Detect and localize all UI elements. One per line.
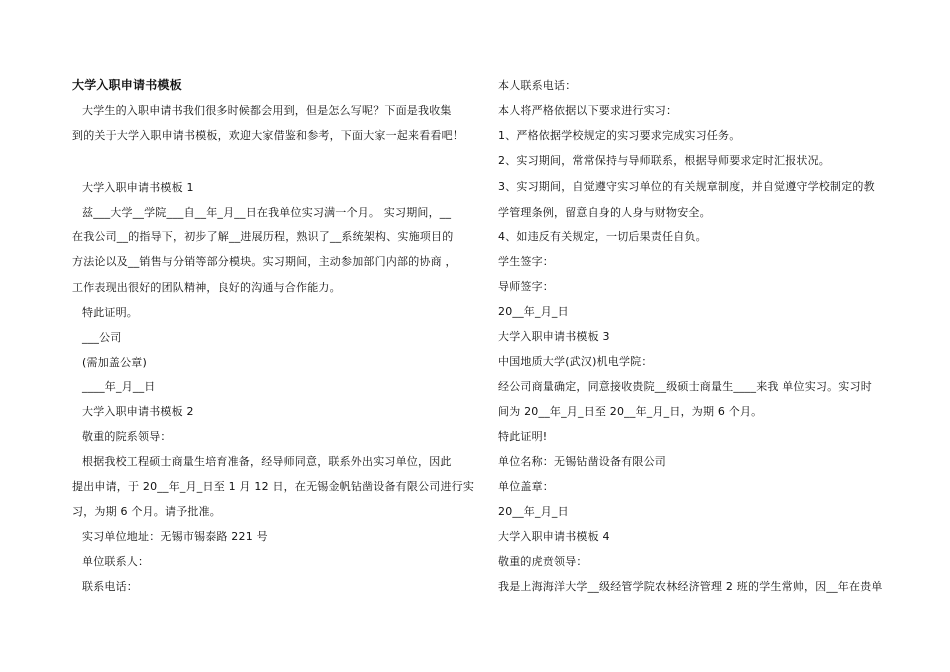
- right-column-line: 特此证明!: [498, 430, 548, 443]
- left-column-line: ___公司: [82, 331, 122, 344]
- left-column-line: 提出申请，于 20__年_月_日至 1 月 12 日，在无锡金帆钻凿设备有限公司进行实: [72, 480, 475, 493]
- right-column-line: 导师签字：: [498, 280, 554, 293]
- right-column-line: 1、严格依据学校规定的实习要求完成实习任务。: [498, 129, 741, 142]
- left-column-line: 兹___大学__学院___自__年_月__日在我单位实习满一个月。 实习期间，__: [82, 206, 452, 219]
- left-column-line: 特此证明。: [82, 306, 138, 319]
- left-column-line: 敬重的院系领导：: [82, 430, 172, 443]
- right-column-line: 中国地质大学(武汉)机电学院：: [498, 355, 653, 368]
- right-column-line: 本人将严格依据以下要求进行实习：: [498, 104, 678, 117]
- right-column-line: 间为 20__年_月_日至 20__年_月_日，为期 6 个月。: [498, 405, 763, 418]
- left-column-line: 工作表现出很好的团队精神，良好的沟通与合作能力。: [72, 281, 341, 294]
- right-column-line: 学管理条例，留意自身的人身与财物安全。: [498, 206, 711, 219]
- right-column-line: 本人联系电话：: [498, 79, 577, 92]
- right-column-line: 20__年_月_日: [498, 305, 569, 318]
- left-column-line: ____年_月__日: [82, 380, 156, 393]
- left-column-line: 单位联系人：: [82, 555, 150, 568]
- left-column-line: 根据我校工程硕士商量生培育准备，经导师同意，联系外出实习单位，因此: [82, 455, 452, 468]
- right-column-line: 敬重的虎贲领导：: [498, 555, 588, 568]
- right-column-line: 4、如违反有关规定，一切后果责任自负。: [498, 230, 707, 243]
- left-column-line: 实习单位地址：无锡市锡泰路 221 号: [82, 530, 268, 543]
- left-column-line: 在我公司__的指导下，初步了解__进展历程，熟识了__系统架构、实施项目的: [72, 230, 454, 243]
- right-column-line: 学生签字：: [498, 255, 554, 268]
- right-column-line: 大学入职申请书模板 3: [498, 330, 610, 343]
- left-column-line: 到的关于大学入职申请书模板，欢迎大家借鉴和参考，下面大家一起来看看吧！: [72, 129, 464, 142]
- right-column-line: 我是上海海洋大学__级经管学院农林经济管理 2 班的学生常帅，因__年在贵单: [498, 580, 883, 593]
- left-column-line: (需加盖公章): [82, 356, 147, 369]
- right-column-line: 大学入职申请书模板 4: [498, 530, 610, 543]
- left-column-line: 方法论以及__销售与分销等部分模块。实习期间，主动参加部门内部的协商 ，: [72, 255, 457, 268]
- right-column-line: 单位名称：无锡钻凿设备有限公司: [498, 455, 666, 468]
- left-column-line: 大学入职申请书模板 1: [82, 181, 194, 194]
- left-column-line: 大学入职申请书模板 2: [82, 405, 194, 418]
- left-column-line: 联系电话：: [82, 580, 138, 593]
- right-column-line: 20__年_月_日: [498, 505, 569, 518]
- document-title: 大学入职申请书模板: [72, 78, 182, 92]
- right-column-line: 2、实习期间，常常保持与导师联系，根据导师要求定时汇报状况。: [498, 154, 830, 167]
- right-column-line: 经公司商量确定，同意接收贵院__级硕士商量生____来我 单位实习。实习时: [498, 380, 872, 393]
- left-column-line: 习，为期 6 个月。请予批准。: [72, 505, 221, 518]
- right-column-line: 单位盖章：: [498, 480, 554, 493]
- left-column-line: 大学生的入职申请书我们很多时候都会用到，但是怎么写呢？下面是我收集: [82, 104, 452, 117]
- right-column-line: 3、实习期间，自觉遵守实习单位的有关规章制度，并自觉遵守学校制定的教: [498, 180, 875, 193]
